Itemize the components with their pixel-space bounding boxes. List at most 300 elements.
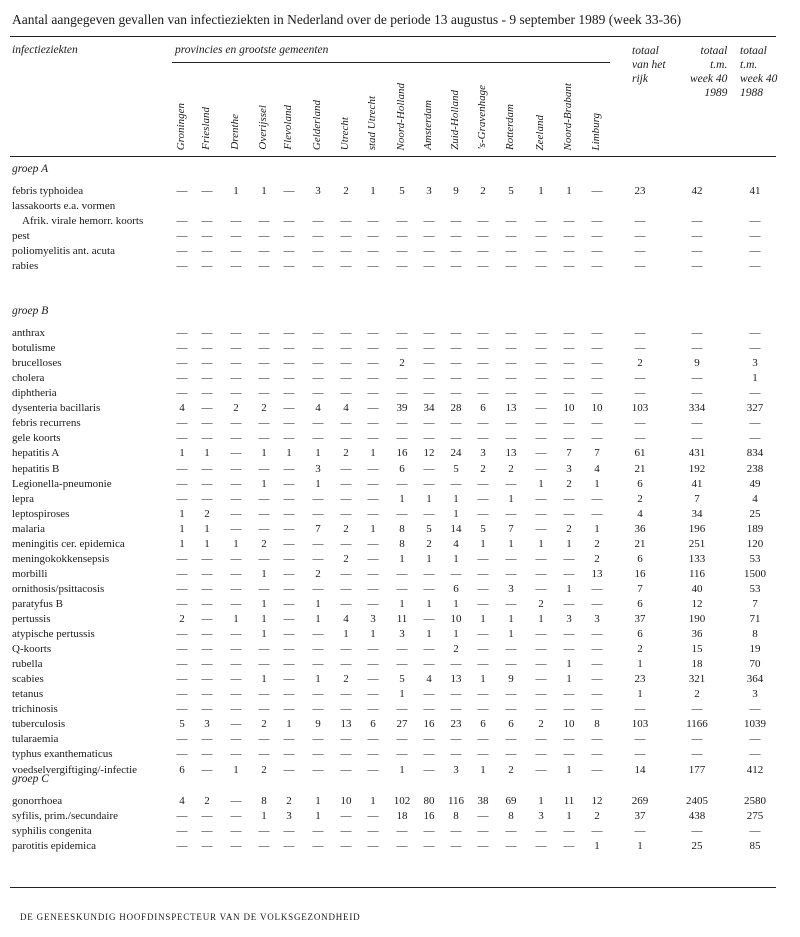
cell-value: —	[201, 597, 213, 610]
cell-value: —	[563, 230, 575, 243]
cell-value: —	[591, 342, 603, 355]
cell-value: 3	[315, 185, 321, 197]
cell-value: —	[505, 748, 517, 761]
cell-value: —	[423, 245, 435, 258]
cell-value: —	[230, 387, 242, 400]
cell-value: 1	[399, 688, 405, 701]
cell-value: —	[367, 552, 379, 565]
provinces-header: provincies en grootste gemeenten	[175, 44, 329, 56]
table-row	[0, 598, 800, 612]
cell-value: 11	[396, 613, 408, 625]
cell-value: 2	[480, 462, 486, 475]
column-header-zeeland: Zeeland	[534, 114, 546, 150]
cell-value: —	[691, 342, 703, 355]
cell-value: 27	[396, 718, 408, 731]
cell-value: —	[312, 357, 324, 370]
cell-value: 37	[634, 613, 646, 625]
cell-value: 1500	[744, 567, 766, 580]
footer-signature: DE GENEESKUNDIG HOOFDINSPECTEUR VAN DE VOLKSGEZONDHEID	[20, 912, 361, 922]
total-1988-line4: 1988	[740, 87, 763, 99]
cell-value: 1166	[686, 718, 708, 731]
cell-value: —	[591, 327, 603, 339]
cell-value: 69	[505, 795, 517, 807]
cell-value: —	[691, 260, 703, 273]
cell-value: —	[535, 215, 547, 228]
cell-value: —	[312, 658, 324, 671]
cell-value: —	[312, 748, 324, 761]
cell-value: —	[634, 733, 646, 746]
cell-value: 2	[594, 810, 600, 822]
cell-value: 41	[691, 477, 703, 490]
cell-value: —	[749, 342, 761, 355]
cell-value: —	[505, 733, 517, 746]
cell-value: —	[634, 260, 646, 273]
cell-value: —	[201, 215, 213, 228]
cell-value: —	[312, 688, 324, 701]
cell-value: —	[749, 748, 761, 761]
table-row	[0, 613, 800, 627]
cell-value: —	[176, 552, 188, 565]
table-row	[0, 688, 800, 702]
cell-value: —	[450, 688, 462, 701]
cell-value: 1	[426, 597, 432, 610]
cell-value: —	[367, 733, 379, 746]
cell-value: —	[505, 477, 517, 490]
cell-value: —	[340, 643, 352, 655]
cell-value: 2	[315, 567, 321, 580]
cell-value: 2	[343, 522, 349, 535]
cell-value: 12	[591, 795, 603, 807]
cell-value: 53	[749, 582, 761, 595]
cell-value: —	[230, 245, 242, 258]
cell-value: —	[423, 840, 435, 853]
cell-value: —	[340, 810, 352, 822]
cell-value: —	[258, 658, 270, 671]
cell-value: —	[396, 507, 408, 520]
cell-value: 6	[399, 462, 405, 475]
total-1989-header	[690, 44, 727, 100]
cell-value: —	[535, 402, 547, 415]
cell-value: 1	[204, 537, 210, 550]
cell-value: —	[591, 357, 603, 370]
cell-value: —	[340, 703, 352, 716]
cell-value: 2405	[686, 795, 708, 807]
cell-value: —	[477, 342, 489, 355]
cell-value: 7	[315, 522, 321, 535]
cell-value: 10	[340, 795, 352, 807]
disease-name: lassakoorts e.a. vormen	[12, 200, 116, 213]
cell-value: —	[591, 658, 603, 671]
cell-value: —	[340, 507, 352, 520]
cell-value: 1	[286, 447, 292, 460]
cell-value: —	[450, 230, 462, 243]
cell-value: 2	[594, 537, 600, 550]
cell-value: 5	[179, 718, 185, 731]
cell-value: 1	[566, 185, 572, 197]
cell-value: —	[396, 748, 408, 761]
cell-value: —	[367, 763, 379, 776]
cell-value: —	[634, 432, 646, 445]
cell-value: —	[505, 260, 517, 273]
cell-value: —	[258, 462, 270, 475]
cell-value: —	[340, 582, 352, 595]
cell-value: —	[201, 230, 213, 243]
cell-value: —	[258, 417, 270, 430]
cell-value: 190	[688, 613, 706, 625]
cell-value: 3	[286, 810, 292, 822]
cell-value: 2	[261, 718, 267, 731]
cell-value: 1	[179, 522, 185, 535]
cell-value: —	[201, 643, 213, 655]
cell-value: —	[312, 327, 324, 339]
cell-value: —	[749, 260, 761, 273]
cell-value: —	[340, 733, 352, 746]
total-1988-line2: t.m.	[740, 59, 758, 71]
cell-value: —	[591, 628, 603, 640]
cell-value: 2	[566, 477, 572, 490]
disease-name: gonorrhoea	[12, 795, 63, 807]
cell-value: —	[535, 387, 547, 400]
cell-value: 10	[591, 402, 603, 415]
cell-value: —	[283, 552, 295, 565]
disease-name: pertussis	[12, 613, 51, 625]
cell-value: 6	[637, 628, 643, 640]
cell-value: 18	[396, 810, 408, 822]
cell-value: —	[283, 537, 295, 550]
cell-value: 23	[450, 718, 462, 731]
cell-value: —	[450, 567, 462, 580]
cell-value: —	[283, 327, 295, 339]
cell-value: —	[176, 327, 188, 339]
cell-value: —	[423, 357, 435, 370]
cell-value: —	[591, 507, 603, 520]
table-row	[0, 508, 800, 522]
cell-value: 1	[233, 613, 239, 625]
disease-name: leptospiroses	[12, 507, 70, 520]
cell-value: —	[283, 567, 295, 580]
table-row	[0, 810, 800, 824]
disease-name: lepra	[12, 492, 34, 505]
cell-value: —	[283, 432, 295, 445]
total-rijk-line1: totaal	[632, 45, 659, 57]
cell-value: 3	[315, 462, 321, 475]
cell-value: 3	[453, 763, 459, 776]
cell-value: —	[535, 260, 547, 273]
cell-value: —	[230, 507, 242, 520]
cell-value: 4	[637, 507, 643, 520]
cell-value: —	[535, 507, 547, 520]
cell-value: 13	[450, 673, 462, 686]
cell-value: 1	[426, 628, 432, 640]
cell-value: 24	[450, 447, 462, 460]
cell-value: —	[258, 840, 270, 853]
cell-value: —	[749, 733, 761, 746]
cell-value: —	[749, 245, 761, 258]
cell-value: —	[450, 703, 462, 716]
cell-value: —	[230, 492, 242, 505]
cell-value: —	[535, 582, 547, 595]
cell-value: —	[258, 327, 270, 339]
cell-value: —	[591, 215, 603, 228]
disease-name: scabies	[12, 673, 44, 686]
cell-value: —	[283, 477, 295, 490]
cell-value: —	[176, 432, 188, 445]
cell-value: —	[201, 628, 213, 640]
cell-value: —	[367, 245, 379, 258]
cell-value: 6	[480, 402, 486, 415]
cell-value: —	[591, 733, 603, 746]
cell-value: —	[258, 703, 270, 716]
cell-value: —	[749, 327, 761, 339]
cell-value: —	[176, 748, 188, 761]
cell-value: 49	[749, 477, 761, 490]
cell-value: —	[258, 492, 270, 505]
disease-name: gele koorts	[12, 432, 61, 445]
cell-value: 116	[688, 567, 706, 580]
cell-value: —	[423, 342, 435, 355]
cell-value: 7	[752, 597, 758, 610]
cell-value: —	[230, 230, 242, 243]
cell-value: —	[283, 763, 295, 776]
disease-name: tularaemia	[12, 733, 59, 746]
cell-value: —	[423, 215, 435, 228]
cell-value: 1	[261, 628, 267, 640]
cell-value: —	[176, 342, 188, 355]
cell-value: —	[201, 387, 213, 400]
cell-value: —	[367, 402, 379, 415]
cell-value: 10	[563, 402, 575, 415]
cell-value: 1	[233, 185, 239, 197]
cell-value: —	[535, 840, 547, 853]
top-rule	[10, 36, 776, 37]
cell-value: —	[505, 215, 517, 228]
disease-name: atypische pertussis	[12, 628, 95, 640]
cell-value: —	[201, 185, 213, 197]
cell-value: —	[201, 402, 213, 415]
cell-value: 23	[634, 185, 646, 197]
cell-value: 1	[453, 597, 459, 610]
cell-value: —	[230, 357, 242, 370]
cell-value: —	[340, 372, 352, 385]
cell-value: —	[749, 230, 761, 243]
cell-value: 21	[634, 537, 646, 550]
cell-value: —	[396, 245, 408, 258]
disease-name: voedselvergiftiging/-infectie	[12, 763, 138, 776]
total-1989-line2: t.m.	[710, 59, 728, 71]
table-row	[0, 643, 800, 657]
cell-value: —	[477, 688, 489, 701]
disease-name: tetanus	[12, 688, 44, 701]
cell-value: —	[749, 825, 761, 838]
cell-value: —	[176, 733, 188, 746]
group-label: groep B	[12, 305, 49, 317]
disease-name: meningokokkensepsis	[12, 552, 110, 565]
cell-value: —	[505, 597, 517, 610]
cell-value: —	[258, 748, 270, 761]
cell-value: —	[535, 763, 547, 776]
cell-value: —	[283, 733, 295, 746]
cell-value: 1	[566, 673, 572, 686]
cell-value: 1	[399, 552, 405, 565]
cell-value: —	[176, 825, 188, 838]
cell-value: 16	[423, 810, 435, 822]
cell-value: 3	[399, 628, 405, 640]
disease-name: cholera	[12, 372, 45, 385]
cell-value: —	[201, 582, 213, 595]
cell-value: —	[591, 748, 603, 761]
cell-value: —	[591, 432, 603, 445]
cell-value: 9	[508, 673, 514, 686]
cell-value: —	[563, 492, 575, 505]
total-rijk-line2: van het	[632, 59, 666, 71]
cell-value: —	[563, 507, 575, 520]
table-row	[0, 185, 800, 199]
cell-value: 2	[233, 402, 239, 415]
cell-value: —	[535, 748, 547, 761]
cell-value: —	[591, 492, 603, 505]
cell-value: —	[396, 582, 408, 595]
cell-value: —	[505, 825, 517, 838]
cell-value: —	[176, 643, 188, 655]
cell-value: —	[691, 215, 703, 228]
cell-value: —	[201, 733, 213, 746]
cell-value: —	[634, 215, 646, 228]
cell-value: 3	[538, 810, 544, 822]
total-rijk-header	[632, 44, 666, 86]
cell-value: —	[367, 327, 379, 339]
table-row	[0, 372, 800, 386]
cell-value: 12	[423, 447, 435, 460]
cell-value: —	[396, 477, 408, 490]
cell-value: 431	[688, 447, 706, 460]
cell-value: —	[312, 372, 324, 385]
cell-value: —	[505, 567, 517, 580]
cell-value: —	[176, 567, 188, 580]
cell-value: —	[258, 825, 270, 838]
cell-value: —	[591, 387, 603, 400]
cell-value: —	[634, 245, 646, 258]
cell-value: —	[423, 582, 435, 595]
cell-value: 3	[566, 613, 572, 625]
table-row	[0, 568, 800, 582]
cell-value: —	[396, 840, 408, 853]
cell-value: —	[535, 688, 547, 701]
cell-value: —	[450, 372, 462, 385]
cell-value: —	[450, 327, 462, 339]
cell-value: —	[450, 658, 462, 671]
cell-value: 2	[261, 537, 267, 550]
cell-value: —	[477, 567, 489, 580]
cell-value: 334	[688, 402, 706, 415]
cell-value: —	[563, 417, 575, 430]
cell-value: 1	[752, 372, 758, 385]
cell-value: —	[176, 230, 188, 243]
cell-value: —	[340, 342, 352, 355]
cell-value: —	[591, 417, 603, 430]
cell-value: —	[258, 215, 270, 228]
cell-value: 2	[343, 673, 349, 686]
cell-value: 120	[746, 537, 764, 550]
cell-value: —	[258, 582, 270, 595]
bottom-rule	[10, 887, 776, 888]
cell-value: —	[340, 387, 352, 400]
disease-name: anthrax	[12, 327, 45, 339]
cell-value: —	[230, 673, 242, 686]
cell-value: —	[176, 582, 188, 595]
cell-value: 1	[538, 185, 544, 197]
table-row	[0, 583, 800, 597]
table-row	[0, 357, 800, 371]
cell-value: 1	[315, 477, 321, 490]
disease-name: parotitis epidemica	[12, 840, 96, 853]
cell-value: 1	[538, 537, 544, 550]
cell-value: —	[396, 387, 408, 400]
cell-value: —	[176, 245, 188, 258]
cell-value: —	[423, 477, 435, 490]
cell-value: —	[176, 810, 188, 822]
cell-value: —	[450, 245, 462, 258]
cell-value: —	[340, 432, 352, 445]
cell-value: 238	[746, 462, 764, 475]
cell-value: —	[283, 245, 295, 258]
cell-value: 40	[691, 582, 703, 595]
cell-value: 2	[204, 507, 210, 520]
cell-value: —	[258, 342, 270, 355]
cell-value: —	[535, 372, 547, 385]
cell-value: —	[396, 260, 408, 273]
cell-value: —	[505, 357, 517, 370]
disease-name: rubella	[12, 658, 43, 671]
cell-value: —	[450, 417, 462, 430]
cell-value: 1	[261, 447, 267, 460]
cell-value: 25	[691, 840, 703, 853]
cell-value: —	[505, 372, 517, 385]
cell-value: 364	[746, 673, 764, 686]
cell-value: —	[477, 597, 489, 610]
cell-value: —	[591, 372, 603, 385]
table-row	[0, 215, 800, 229]
cell-value: —	[201, 260, 213, 273]
cell-value: —	[340, 462, 352, 475]
cell-value: —	[340, 230, 352, 243]
cell-value: 2	[637, 492, 643, 505]
cell-value: —	[535, 703, 547, 716]
cell-value: —	[396, 432, 408, 445]
cell-value: —	[312, 432, 324, 445]
cell-value: 8	[752, 628, 758, 640]
cell-value: 7	[594, 447, 600, 460]
cell-value: 1	[179, 447, 185, 460]
cell-value: 7	[694, 492, 700, 505]
table-row	[0, 764, 800, 778]
cell-value: —	[230, 552, 242, 565]
cell-value: —	[176, 840, 188, 853]
cell-value: —	[258, 522, 270, 535]
cell-value: —	[283, 215, 295, 228]
cell-value: —	[563, 643, 575, 655]
table-row	[0, 463, 800, 477]
cell-value: —	[312, 825, 324, 838]
cell-value: —	[505, 432, 517, 445]
cell-value: —	[283, 387, 295, 400]
table-row	[0, 840, 800, 854]
cell-value: 2	[426, 537, 432, 550]
cell-value: —	[312, 492, 324, 505]
cell-value: —	[591, 643, 603, 655]
cell-value: —	[283, 185, 295, 197]
cell-value: 38	[477, 795, 489, 807]
cell-value: 2	[480, 185, 486, 197]
